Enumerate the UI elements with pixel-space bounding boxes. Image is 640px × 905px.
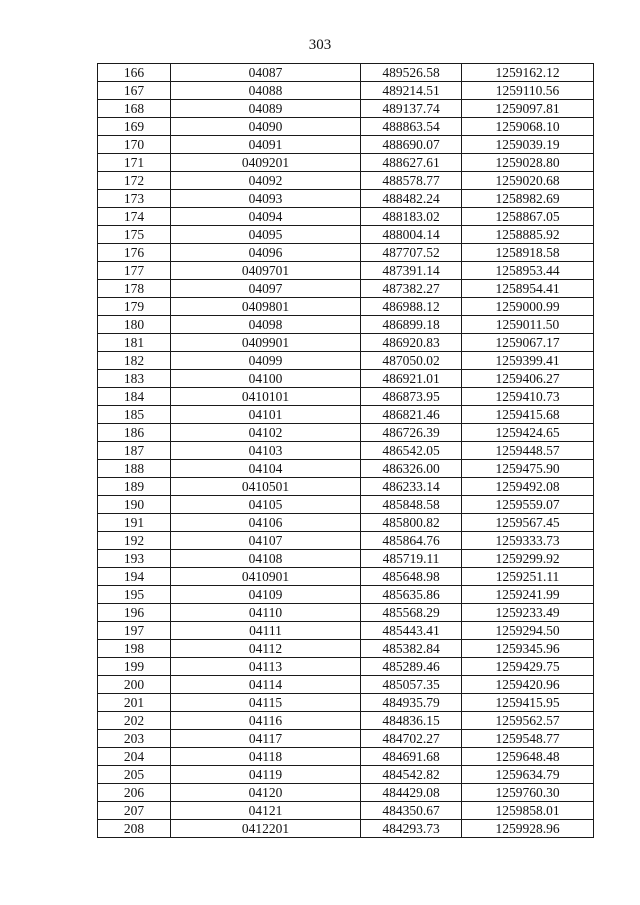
x-coordinate-cell: 486873.95 bbox=[361, 388, 462, 406]
row-number-cell: 191 bbox=[98, 514, 171, 532]
row-number-cell: 172 bbox=[98, 172, 171, 190]
row-number-cell: 198 bbox=[98, 640, 171, 658]
x-coordinate-cell: 487050.02 bbox=[361, 352, 462, 370]
point-id-cell: 04115 bbox=[171, 694, 361, 712]
table-row bbox=[98, 226, 594, 244]
y-coordinate-cell: 1258885.92 bbox=[462, 226, 594, 244]
table-row bbox=[98, 676, 594, 694]
y-coordinate-cell: 1259634.79 bbox=[462, 766, 594, 784]
point-id-cell: 04096 bbox=[171, 244, 361, 262]
x-coordinate-cell: 486233.14 bbox=[361, 478, 462, 496]
table-row bbox=[98, 64, 594, 82]
row-number-cell: 203 bbox=[98, 730, 171, 748]
x-coordinate-cell: 484702.27 bbox=[361, 730, 462, 748]
table-row bbox=[98, 784, 594, 802]
point-id-cell: 04091 bbox=[171, 136, 361, 154]
table-row bbox=[98, 514, 594, 532]
y-coordinate-cell: 1259294.50 bbox=[462, 622, 594, 640]
point-id-cell: 04121 bbox=[171, 802, 361, 820]
row-number-cell: 186 bbox=[98, 424, 171, 442]
row-number-cell: 194 bbox=[98, 568, 171, 586]
point-id-cell: 04114 bbox=[171, 676, 361, 694]
y-coordinate-cell: 1259567.45 bbox=[462, 514, 594, 532]
y-coordinate-cell: 1258953.44 bbox=[462, 262, 594, 280]
row-number-cell: 202 bbox=[98, 712, 171, 730]
x-coordinate-cell: 485568.29 bbox=[361, 604, 462, 622]
table-row bbox=[98, 748, 594, 766]
point-id-cell: 04120 bbox=[171, 784, 361, 802]
row-number-cell: 192 bbox=[98, 532, 171, 550]
coordinates-table bbox=[97, 63, 594, 838]
y-coordinate-cell: 1259548.77 bbox=[462, 730, 594, 748]
y-coordinate-cell: 1259233.49 bbox=[462, 604, 594, 622]
x-coordinate-cell: 485443.41 bbox=[361, 622, 462, 640]
point-id-cell: 04117 bbox=[171, 730, 361, 748]
x-coordinate-cell: 485719.11 bbox=[361, 550, 462, 568]
table-row bbox=[98, 316, 594, 334]
row-number-cell: 183 bbox=[98, 370, 171, 388]
x-coordinate-cell: 485800.82 bbox=[361, 514, 462, 532]
table-row bbox=[98, 82, 594, 100]
table-row bbox=[98, 568, 594, 586]
point-id-cell: 0409801 bbox=[171, 298, 361, 316]
x-coordinate-cell: 484691.68 bbox=[361, 748, 462, 766]
point-id-cell: 04090 bbox=[171, 118, 361, 136]
x-coordinate-cell: 487391.14 bbox=[361, 262, 462, 280]
point-id-cell: 04119 bbox=[171, 766, 361, 784]
table-row bbox=[98, 298, 594, 316]
x-coordinate-cell: 486821.46 bbox=[361, 406, 462, 424]
point-id-cell: 04104 bbox=[171, 460, 361, 478]
y-coordinate-cell: 1259011.50 bbox=[462, 316, 594, 334]
point-id-cell: 04108 bbox=[171, 550, 361, 568]
x-coordinate-cell: 485648.98 bbox=[361, 568, 462, 586]
x-coordinate-cell: 487382.27 bbox=[361, 280, 462, 298]
table-row bbox=[98, 712, 594, 730]
point-id-cell: 04103 bbox=[171, 442, 361, 460]
point-id-cell: 04100 bbox=[171, 370, 361, 388]
row-number-cell: 189 bbox=[98, 478, 171, 496]
x-coordinate-cell: 485848.58 bbox=[361, 496, 462, 514]
point-id-cell: 04110 bbox=[171, 604, 361, 622]
y-coordinate-cell: 1259345.96 bbox=[462, 640, 594, 658]
row-number-cell: 180 bbox=[98, 316, 171, 334]
row-number-cell: 199 bbox=[98, 658, 171, 676]
x-coordinate-cell: 484836.15 bbox=[361, 712, 462, 730]
y-coordinate-cell: 1259475.90 bbox=[462, 460, 594, 478]
y-coordinate-cell: 1259415.95 bbox=[462, 694, 594, 712]
x-coordinate-cell: 488578.77 bbox=[361, 172, 462, 190]
table-row bbox=[98, 406, 594, 424]
table-row bbox=[98, 658, 594, 676]
x-coordinate-cell: 488690.07 bbox=[361, 136, 462, 154]
y-coordinate-cell: 1258954.41 bbox=[462, 280, 594, 298]
page-number: 303 bbox=[308, 37, 332, 53]
y-coordinate-cell: 1259648.48 bbox=[462, 748, 594, 766]
row-number-cell: 168 bbox=[98, 100, 171, 118]
y-coordinate-cell: 1259162.12 bbox=[462, 64, 594, 82]
x-coordinate-cell: 488482.24 bbox=[361, 190, 462, 208]
row-number-cell: 193 bbox=[98, 550, 171, 568]
coordinates-table-body bbox=[98, 64, 594, 838]
x-coordinate-cell: 486542.05 bbox=[361, 442, 462, 460]
y-coordinate-cell: 1259000.99 bbox=[462, 298, 594, 316]
point-id-cell: 0410101 bbox=[171, 388, 361, 406]
x-coordinate-cell: 484935.79 bbox=[361, 694, 462, 712]
x-coordinate-cell: 486988.12 bbox=[361, 298, 462, 316]
table-row bbox=[98, 118, 594, 136]
y-coordinate-cell: 1259928.96 bbox=[462, 820, 594, 838]
row-number-cell: 207 bbox=[98, 802, 171, 820]
point-id-cell: 04094 bbox=[171, 208, 361, 226]
table-row bbox=[98, 388, 594, 406]
point-id-cell: 04092 bbox=[171, 172, 361, 190]
table-row bbox=[98, 442, 594, 460]
table-row bbox=[98, 496, 594, 514]
point-id-cell: 04097 bbox=[171, 280, 361, 298]
row-number-cell: 178 bbox=[98, 280, 171, 298]
point-id-cell: 0409901 bbox=[171, 334, 361, 352]
row-number-cell: 208 bbox=[98, 820, 171, 838]
x-coordinate-cell: 488627.61 bbox=[361, 154, 462, 172]
y-coordinate-cell: 1259068.10 bbox=[462, 118, 594, 136]
table-row bbox=[98, 550, 594, 568]
table-row bbox=[98, 208, 594, 226]
y-coordinate-cell: 1258918.58 bbox=[462, 244, 594, 262]
y-coordinate-cell: 1259415.68 bbox=[462, 406, 594, 424]
y-coordinate-cell: 1259067.17 bbox=[462, 334, 594, 352]
y-coordinate-cell: 1259097.81 bbox=[462, 100, 594, 118]
table-row bbox=[98, 730, 594, 748]
row-number-cell: 170 bbox=[98, 136, 171, 154]
point-id-cell: 04098 bbox=[171, 316, 361, 334]
x-coordinate-cell: 486920.83 bbox=[361, 334, 462, 352]
y-coordinate-cell: 1259420.96 bbox=[462, 676, 594, 694]
table-row bbox=[98, 586, 594, 604]
table-row bbox=[98, 334, 594, 352]
point-id-cell: 04087 bbox=[171, 64, 361, 82]
y-coordinate-cell: 1259448.57 bbox=[462, 442, 594, 460]
point-id-cell: 04099 bbox=[171, 352, 361, 370]
point-id-cell: 0410501 bbox=[171, 478, 361, 496]
x-coordinate-cell: 485289.46 bbox=[361, 658, 462, 676]
row-number-cell: 200 bbox=[98, 676, 171, 694]
table-row bbox=[98, 190, 594, 208]
y-coordinate-cell: 1258982.69 bbox=[462, 190, 594, 208]
x-coordinate-cell: 486326.00 bbox=[361, 460, 462, 478]
row-number-cell: 181 bbox=[98, 334, 171, 352]
point-id-cell: 04093 bbox=[171, 190, 361, 208]
row-number-cell: 196 bbox=[98, 604, 171, 622]
row-number-cell: 206 bbox=[98, 784, 171, 802]
y-coordinate-cell: 1258867.05 bbox=[462, 208, 594, 226]
x-coordinate-cell: 485382.84 bbox=[361, 640, 462, 658]
y-coordinate-cell: 1259424.65 bbox=[462, 424, 594, 442]
y-coordinate-cell: 1259492.08 bbox=[462, 478, 594, 496]
x-coordinate-cell: 484350.67 bbox=[361, 802, 462, 820]
table-row bbox=[98, 100, 594, 118]
table-row bbox=[98, 244, 594, 262]
table-row bbox=[98, 532, 594, 550]
row-number-cell: 179 bbox=[98, 298, 171, 316]
x-coordinate-cell: 489214.51 bbox=[361, 82, 462, 100]
row-number-cell: 175 bbox=[98, 226, 171, 244]
table-row bbox=[98, 478, 594, 496]
point-id-cell: 0409201 bbox=[171, 154, 361, 172]
point-id-cell: 04116 bbox=[171, 712, 361, 730]
x-coordinate-cell: 486899.18 bbox=[361, 316, 462, 334]
x-coordinate-cell: 488183.02 bbox=[361, 208, 462, 226]
point-id-cell: 04095 bbox=[171, 226, 361, 244]
table-row bbox=[98, 136, 594, 154]
x-coordinate-cell: 485864.76 bbox=[361, 532, 462, 550]
table-row bbox=[98, 640, 594, 658]
row-number-cell: 187 bbox=[98, 442, 171, 460]
table-row bbox=[98, 154, 594, 172]
x-coordinate-cell: 486921.01 bbox=[361, 370, 462, 388]
y-coordinate-cell: 1259110.56 bbox=[462, 82, 594, 100]
row-number-cell: 176 bbox=[98, 244, 171, 262]
x-coordinate-cell: 484429.08 bbox=[361, 784, 462, 802]
table-row bbox=[98, 460, 594, 478]
y-coordinate-cell: 1259333.73 bbox=[462, 532, 594, 550]
y-coordinate-cell: 1259241.99 bbox=[462, 586, 594, 604]
row-number-cell: 204 bbox=[98, 748, 171, 766]
row-number-cell: 195 bbox=[98, 586, 171, 604]
table-row bbox=[98, 802, 594, 820]
row-number-cell: 173 bbox=[98, 190, 171, 208]
row-number-cell: 201 bbox=[98, 694, 171, 712]
row-number-cell: 205 bbox=[98, 766, 171, 784]
x-coordinate-cell: 484293.73 bbox=[361, 820, 462, 838]
x-coordinate-cell: 488863.54 bbox=[361, 118, 462, 136]
table-row bbox=[98, 622, 594, 640]
table-row bbox=[98, 820, 594, 838]
row-number-cell: 166 bbox=[98, 64, 171, 82]
point-id-cell: 04102 bbox=[171, 424, 361, 442]
point-id-cell: 0412201 bbox=[171, 820, 361, 838]
point-id-cell: 04112 bbox=[171, 640, 361, 658]
row-number-cell: 197 bbox=[98, 622, 171, 640]
y-coordinate-cell: 1259299.92 bbox=[462, 550, 594, 568]
table-row bbox=[98, 424, 594, 442]
row-number-cell: 174 bbox=[98, 208, 171, 226]
x-coordinate-cell: 488004.14 bbox=[361, 226, 462, 244]
table-row bbox=[98, 604, 594, 622]
point-id-cell: 04107 bbox=[171, 532, 361, 550]
point-id-cell: 04111 bbox=[171, 622, 361, 640]
point-id-cell: 04109 bbox=[171, 586, 361, 604]
y-coordinate-cell: 1259858.01 bbox=[462, 802, 594, 820]
table-row bbox=[98, 352, 594, 370]
y-coordinate-cell: 1259251.11 bbox=[462, 568, 594, 586]
x-coordinate-cell: 485057.35 bbox=[361, 676, 462, 694]
y-coordinate-cell: 1259399.41 bbox=[462, 352, 594, 370]
row-number-cell: 185 bbox=[98, 406, 171, 424]
row-number-cell: 169 bbox=[98, 118, 171, 136]
x-coordinate-cell: 489526.58 bbox=[361, 64, 462, 82]
point-id-cell: 0410901 bbox=[171, 568, 361, 586]
x-coordinate-cell: 487707.52 bbox=[361, 244, 462, 262]
point-id-cell: 04106 bbox=[171, 514, 361, 532]
table-row bbox=[98, 280, 594, 298]
row-number-cell: 182 bbox=[98, 352, 171, 370]
row-number-cell: 190 bbox=[98, 496, 171, 514]
point-id-cell: 04118 bbox=[171, 748, 361, 766]
row-number-cell: 167 bbox=[98, 82, 171, 100]
y-coordinate-cell: 1259429.75 bbox=[462, 658, 594, 676]
row-number-cell: 177 bbox=[98, 262, 171, 280]
row-number-cell: 184 bbox=[98, 388, 171, 406]
x-coordinate-cell: 484542.82 bbox=[361, 766, 462, 784]
row-number-cell: 171 bbox=[98, 154, 171, 172]
y-coordinate-cell: 1259028.80 bbox=[462, 154, 594, 172]
point-id-cell: 04089 bbox=[171, 100, 361, 118]
y-coordinate-cell: 1259760.30 bbox=[462, 784, 594, 802]
table-row bbox=[98, 370, 594, 388]
point-id-cell: 04113 bbox=[171, 658, 361, 676]
x-coordinate-cell: 485635.86 bbox=[361, 586, 462, 604]
point-id-cell: 04101 bbox=[171, 406, 361, 424]
y-coordinate-cell: 1259020.68 bbox=[462, 172, 594, 190]
y-coordinate-cell: 1259410.73 bbox=[462, 388, 594, 406]
y-coordinate-cell: 1259406.27 bbox=[462, 370, 594, 388]
y-coordinate-cell: 1259559.07 bbox=[462, 496, 594, 514]
table-row bbox=[98, 766, 594, 784]
point-id-cell: 04088 bbox=[171, 82, 361, 100]
row-number-cell: 188 bbox=[98, 460, 171, 478]
y-coordinate-cell: 1259562.57 bbox=[462, 712, 594, 730]
x-coordinate-cell: 489137.74 bbox=[361, 100, 462, 118]
x-coordinate-cell: 486726.39 bbox=[361, 424, 462, 442]
table-row bbox=[98, 694, 594, 712]
table-row bbox=[98, 262, 594, 280]
table-row bbox=[98, 172, 594, 190]
point-id-cell: 04105 bbox=[171, 496, 361, 514]
point-id-cell: 0409701 bbox=[171, 262, 361, 280]
y-coordinate-cell: 1259039.19 bbox=[462, 136, 594, 154]
